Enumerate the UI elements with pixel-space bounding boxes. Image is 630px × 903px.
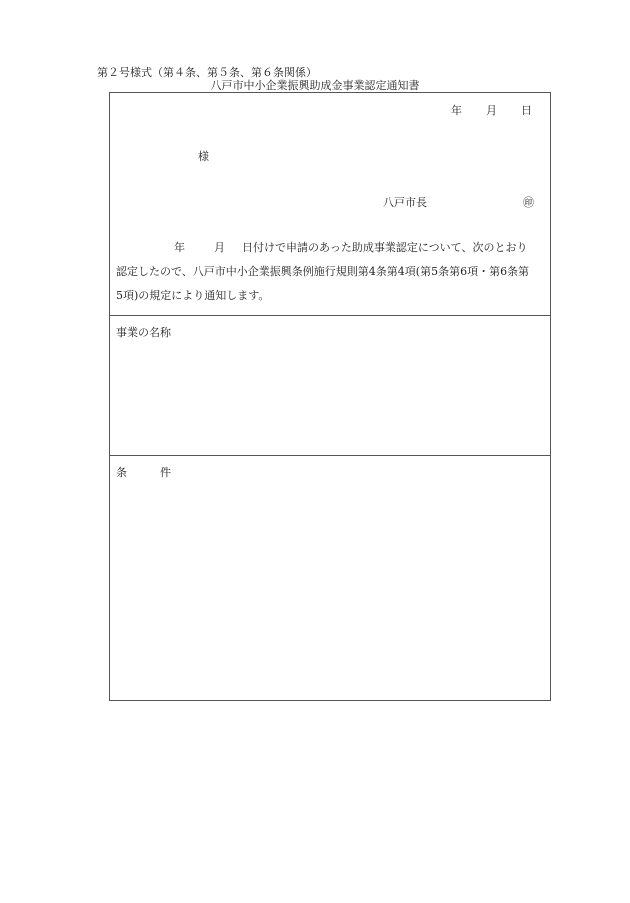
notice-section bbox=[109, 92, 551, 316]
body-year: 年 bbox=[174, 241, 185, 254]
document-title: 八戸市中小企業振興助成金事業認定通知書 bbox=[210, 79, 420, 92]
notice-body-line-2: 認定したので、八戸市中小企業振興条例施行規則第4条第4項(第5条第6項・第6条第 bbox=[116, 265, 530, 278]
conditions-label bbox=[116, 464, 171, 480]
issuer-title: 八戸市長 bbox=[383, 196, 427, 209]
conditions-label-char-2: 件 bbox=[160, 466, 171, 479]
date-line bbox=[440, 102, 532, 118]
date-year: 年 bbox=[451, 104, 462, 117]
conditions-section bbox=[109, 455, 551, 701]
date-day: 日 bbox=[521, 104, 532, 117]
notice-body-line-1 bbox=[116, 236, 548, 260]
business-name-section bbox=[109, 315, 551, 456]
business-name-label: 事業の名称 bbox=[116, 326, 171, 339]
addressee-honorific: 様 bbox=[198, 150, 209, 163]
body-line-1-text: 日付けで申請のあった助成事業認定について、次のとおり bbox=[242, 241, 528, 254]
body-month: 月 bbox=[214, 241, 225, 254]
conditions-label-char-1: 条 bbox=[116, 466, 127, 479]
seal-mark: ㊞ bbox=[523, 196, 534, 209]
notice-body bbox=[116, 236, 548, 308]
form-number: 第２号様式（第４条、第５条、第６条関係） bbox=[97, 66, 317, 79]
notice-body-line-3: 5項)の規定により通知します。 bbox=[116, 289, 270, 302]
date-month: 月 bbox=[486, 104, 497, 117]
